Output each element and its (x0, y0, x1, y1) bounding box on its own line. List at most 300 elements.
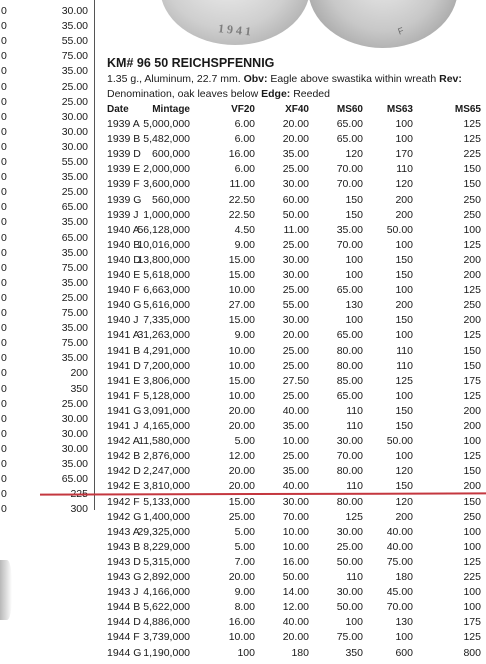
table-row (107, 283, 481, 298)
coin-images (100, 0, 486, 52)
previous-column-fragment (0, 0, 100, 664)
cell-ms60: 70.00 (336, 450, 363, 463)
left-column-price: 35.00 (61, 171, 88, 184)
cell-ms65: 250 (463, 510, 481, 523)
left-column-row (0, 457, 94, 472)
left-column-price: 35.00 (61, 65, 88, 78)
cell-ms65: 100 (463, 601, 481, 614)
left-column-count: 0 (1, 488, 7, 501)
left-column-row (0, 19, 94, 34)
cell-vf20: 100 (237, 646, 255, 659)
table-row (107, 434, 481, 449)
cell-ms60: 110 (346, 571, 363, 583)
cell-vf20: 8.00 (234, 601, 255, 614)
cell-vf20: 15.00 (228, 269, 255, 281)
cell-date: 1944 D (107, 616, 141, 629)
reverse-text: Denomination, oak leaves below (107, 88, 259, 100)
table-row (107, 268, 481, 283)
table-row (107, 525, 481, 540)
cell-xf40: 14.00 (282, 586, 309, 599)
cell-ms63: 200 (395, 193, 413, 206)
cell-xf40: 20.00 (282, 133, 309, 146)
left-column-price: 65.00 (61, 201, 88, 214)
left-column-row (0, 49, 94, 64)
column-header-date: Date (107, 104, 129, 115)
left-column-row (0, 125, 94, 140)
cell-ms63: 70.00 (386, 601, 413, 614)
cell-ms63: 170 (395, 148, 413, 161)
left-column-price: 25.00 (61, 397, 88, 410)
left-column-count: 0 (1, 503, 7, 516)
left-column-count: 0 (1, 473, 7, 486)
left-column-count: 0 (1, 458, 7, 470)
cell-ms65: 200 (463, 420, 481, 432)
cell-date: 1942 B (107, 450, 141, 463)
cell-date: 1939 E (107, 163, 141, 176)
left-column-count: 0 (1, 35, 7, 48)
cell-ms65: 125 (463, 329, 481, 342)
cell-ms65: 200 (463, 269, 481, 281)
cell-ms60: 25.00 (336, 540, 363, 553)
column-header-ms65: MS65 (454, 104, 481, 115)
coin-date-inscription: 1941 (217, 21, 255, 39)
cell-mintage: 29,325,000 (137, 525, 190, 538)
cell-vf20: 9.00 (234, 238, 255, 251)
left-column-row (0, 427, 94, 442)
left-column-row (0, 276, 94, 291)
cell-ms65: 200 (463, 314, 481, 327)
cell-vf20: 10.00 (228, 284, 255, 297)
cell-date: 1941 E (107, 374, 141, 387)
table-row (107, 495, 481, 510)
cell-xf40: 20.00 (282, 329, 309, 342)
left-column-row (0, 64, 94, 79)
cell-vf20: 27.00 (228, 299, 255, 312)
left-column-count: 0 (1, 382, 7, 395)
cell-date: 1941 B (107, 344, 141, 357)
left-column-row (0, 502, 94, 517)
cell-ms60: 75.00 (336, 631, 363, 644)
cell-ms65: 125 (463, 284, 481, 297)
table-row (107, 117, 481, 132)
left-column-count: 0 (1, 110, 7, 123)
cell-mintage: 2,876,000 (143, 450, 190, 463)
left-column-row (0, 412, 94, 427)
left-column-row (0, 110, 94, 125)
table-row (107, 570, 481, 585)
cell-ms60: 350 (345, 646, 363, 659)
table-row (107, 223, 481, 238)
cell-ms60: 70.00 (336, 178, 363, 191)
cell-ms63: 120 (395, 178, 413, 191)
cell-ms60: 80.00 (336, 465, 363, 478)
left-column-count: 0 (1, 65, 7, 78)
cell-ms65: 125 (463, 118, 481, 130)
cell-date: 1941 J (107, 420, 139, 432)
left-column-price: 35.00 (61, 246, 88, 259)
table-header (107, 102, 481, 117)
cell-ms60: 30.00 (336, 435, 363, 448)
left-column-count: 0 (1, 261, 7, 274)
left-column-price: 35.00 (61, 352, 88, 365)
left-column-price: 30.00 (61, 442, 88, 455)
cell-date: 1941 F (107, 389, 140, 402)
left-column-price: 25.00 (61, 80, 88, 93)
cell-xf40: 27.50 (282, 374, 309, 387)
cell-ms65: 200 (463, 253, 481, 266)
cell-ms60: 150 (345, 193, 363, 206)
left-column-count: 0 (1, 352, 7, 365)
left-column-row (0, 140, 94, 155)
table-row (107, 253, 481, 268)
left-column-count: 0 (1, 246, 7, 259)
left-column-count: 0 (1, 95, 7, 108)
cell-ms63: 180 (395, 571, 413, 583)
left-column-count: 0 (1, 80, 7, 93)
cell-date: 1940 F (107, 284, 140, 297)
cell-ms65: 250 (463, 208, 481, 221)
cell-date: 1940 E (107, 269, 141, 281)
left-column-price: 55.00 (61, 35, 88, 48)
cell-xf40: 60.00 (282, 193, 309, 206)
table-row (107, 132, 481, 147)
cell-xf40: 40.00 (282, 480, 309, 493)
table-row (107, 193, 481, 208)
cell-date: 1939 F (107, 178, 140, 191)
cell-ms65: 200 (463, 480, 481, 493)
cell-xf40: 16.00 (282, 555, 309, 568)
column-header-vf20: VF20 (231, 104, 255, 115)
cell-vf20: 22.50 (228, 208, 255, 221)
edge-text: Reeded (293, 88, 330, 100)
left-column-row (0, 215, 94, 230)
cell-xf40: 20.00 (282, 118, 309, 130)
left-column-row (0, 185, 94, 200)
cell-xf40: 30.00 (282, 314, 309, 327)
cell-mintage: 5,315,000 (143, 555, 190, 568)
left-column-count: 0 (1, 171, 7, 184)
cell-xf40: 35.00 (282, 420, 309, 432)
cell-xf40: 180 (291, 646, 309, 659)
cell-ms63: 150 (395, 404, 413, 417)
cell-ms60: 110 (346, 420, 363, 432)
cell-ms60: 50.00 (336, 555, 363, 568)
cell-mintage: 5,622,000 (143, 601, 190, 614)
left-column-count: 0 (1, 322, 7, 335)
cell-xf40: 30.00 (282, 495, 309, 508)
left-column-price: 35.00 (61, 216, 88, 229)
table-row (107, 374, 481, 389)
left-column-count: 0 (1, 201, 7, 214)
cell-xf40: 35.00 (282, 465, 309, 478)
cell-mintage: 5,133,000 (143, 495, 190, 508)
left-column-count: 0 (1, 397, 7, 410)
table-row (107, 646, 481, 661)
left-column-price: 30.00 (61, 110, 88, 123)
cell-ms65: 150 (463, 344, 481, 357)
cell-vf20: 10.00 (228, 389, 255, 402)
cell-vf20: 4.50 (234, 223, 255, 236)
cell-ms63: 100 (395, 389, 413, 402)
cell-mintage: 7,335,000 (143, 314, 190, 327)
left-column-price: 25.00 (61, 186, 88, 199)
cell-ms65: 225 (463, 148, 481, 161)
coin-specs: 1.35 g., Aluminum, 22.7 mm. (107, 73, 241, 85)
cell-xf40: 25.00 (282, 450, 309, 463)
cell-xf40: 40.00 (282, 404, 309, 417)
cell-mintage: 600,000 (152, 148, 190, 161)
cell-mintage: 10,016,000 (137, 238, 190, 251)
cell-vf20: 15.00 (228, 374, 255, 387)
left-column-count: 0 (1, 442, 7, 455)
cell-mintage: 56,128,000 (137, 223, 190, 236)
cell-mintage: 31,263,000 (137, 329, 190, 342)
left-column-count: 0 (1, 140, 7, 153)
table-row (107, 464, 481, 479)
cell-mintage: 5,618,000 (143, 269, 190, 281)
table-row (107, 177, 481, 192)
left-column-row (0, 351, 94, 366)
cell-vf20: 22.50 (228, 193, 255, 206)
left-column-price: 30.00 (61, 5, 88, 17)
cell-vf20: 10.00 (228, 631, 255, 644)
cell-ms60: 30.00 (336, 586, 363, 599)
left-column-row (0, 336, 94, 351)
left-column-row (0, 4, 94, 19)
cell-mintage: 2,247,000 (143, 465, 190, 478)
cell-vf20: 15.00 (228, 314, 255, 327)
cell-xf40: 40.00 (282, 616, 309, 629)
left-column-count: 0 (1, 186, 7, 199)
reverse-label: Rev: (439, 73, 462, 85)
cell-vf20: 9.00 (234, 329, 255, 342)
cell-ms60: 70.00 (336, 163, 363, 176)
table-row (107, 540, 481, 555)
cell-vf20: 20.00 (228, 420, 255, 432)
cell-date: 1944 F (107, 631, 140, 644)
cell-mintage: 2,892,000 (143, 571, 190, 583)
left-column-price: 75.00 (61, 261, 88, 274)
cell-xf40: 12.00 (282, 601, 309, 614)
cell-xf40: 20.00 (282, 631, 309, 644)
cell-mintage: 3,810,000 (143, 480, 190, 493)
left-column-price: 55.00 (61, 156, 88, 168)
cell-mintage: 8,229,000 (143, 540, 190, 553)
cell-ms65: 150 (463, 495, 481, 508)
cell-xf40: 35.00 (282, 148, 309, 161)
left-column-price: 35.00 (61, 322, 88, 335)
cell-mintage: 1,400,000 (143, 510, 190, 523)
coin-reverse-image (308, 0, 458, 48)
left-column-row (0, 321, 94, 336)
cell-date: 1940 A (107, 223, 140, 236)
left-column-count: 0 (1, 216, 7, 229)
cell-date: 1943 G (107, 571, 142, 583)
cell-ms65: 100 (463, 435, 481, 448)
cell-vf20: 20.00 (228, 480, 255, 493)
left-column-count: 0 (1, 20, 7, 33)
cell-mintage: 3,091,000 (143, 404, 190, 417)
cell-ms60: 110 (346, 404, 363, 417)
left-column-price: 35.00 (61, 458, 88, 470)
cell-vf20: 10.00 (228, 359, 255, 372)
cell-ms65: 125 (463, 631, 481, 644)
cell-ms63: 75.00 (386, 555, 413, 568)
cell-date: 1942 E (107, 480, 141, 493)
cell-xf40: 55.00 (282, 299, 309, 312)
cell-mintage: 1,000,000 (143, 208, 190, 221)
cell-date: 1940 G (107, 299, 142, 312)
left-column-price: 30.00 (61, 427, 88, 440)
cell-vf20: 12.00 (228, 450, 255, 463)
cell-ms60: 100 (345, 616, 363, 629)
cell-ms65: 125 (463, 238, 481, 251)
cell-ms63: 40.00 (386, 525, 413, 538)
cell-date: 1942 D (107, 465, 141, 478)
cell-mintage: 3,806,000 (143, 374, 190, 387)
cell-ms65: 125 (463, 389, 481, 402)
cell-ms65: 225 (463, 571, 481, 583)
cell-ms63: 150 (395, 480, 413, 493)
cell-mintage: 560,000 (152, 193, 190, 206)
cell-mintage: 3,600,000 (143, 178, 190, 191)
cell-ms60: 80.00 (336, 495, 363, 508)
table-row (107, 344, 481, 359)
cell-date: 1940 J (107, 314, 139, 327)
table-row (107, 510, 481, 525)
table-row (107, 419, 481, 434)
cell-ms60: 110 (346, 480, 363, 493)
cell-date: 1939 A (107, 118, 140, 130)
cell-ms63: 110 (396, 359, 413, 372)
cell-date: 1942 A (107, 435, 140, 448)
cell-vf20: 10.00 (228, 344, 255, 357)
cell-vf20: 25.00 (228, 510, 255, 523)
cell-vf20: 5.00 (234, 540, 255, 553)
cell-date: 1941 A (107, 329, 140, 342)
cell-mintage: 5,000,000 (143, 118, 190, 130)
cell-date: 1940 B (107, 238, 141, 251)
cell-ms63: 100 (395, 238, 413, 251)
table-row (107, 238, 481, 253)
cell-mintage: 6,663,000 (143, 284, 190, 297)
left-column-row (0, 200, 94, 215)
cell-ms60: 70.00 (336, 238, 363, 251)
left-column-row (0, 80, 94, 95)
cell-mintage: 4,291,000 (143, 344, 190, 357)
cell-ms63: 120 (395, 465, 413, 478)
left-column-row (0, 34, 94, 49)
left-column-row (0, 170, 94, 185)
table-row (107, 389, 481, 404)
cell-ms60: 100 (345, 269, 363, 281)
table-row (107, 630, 481, 645)
cell-xf40: 25.00 (282, 163, 309, 176)
cell-ms63: 100 (395, 329, 413, 342)
cell-ms63: 100 (395, 631, 413, 644)
table-row (107, 208, 481, 223)
left-column-price: 30.00 (61, 125, 88, 138)
left-column-count: 0 (1, 412, 7, 425)
cell-ms65: 150 (463, 163, 481, 176)
cell-ms65: 250 (463, 193, 481, 206)
cell-ms63: 130 (395, 616, 413, 629)
cell-mintage: 5,128,000 (143, 389, 190, 402)
cell-vf20: 7.00 (234, 555, 255, 568)
left-column-row (0, 95, 94, 110)
cell-ms65: 175 (463, 616, 481, 629)
edge-label: Edge: (261, 88, 291, 100)
table-row (107, 449, 481, 464)
cell-ms65: 100 (463, 223, 481, 236)
cell-vf20: 15.00 (228, 253, 255, 266)
cell-vf20: 6.00 (234, 163, 255, 176)
cell-xf40: 50.00 (282, 571, 309, 583)
cell-ms63: 200 (395, 299, 413, 312)
cell-xf40: 50.00 (282, 208, 309, 221)
cell-xf40: 25.00 (282, 359, 309, 372)
column-header-xf40: XF40 (285, 104, 309, 115)
left-column-price: 30.00 (61, 140, 88, 153)
cell-xf40: 25.00 (282, 238, 309, 251)
cell-ms65: 125 (463, 450, 481, 463)
coin-mintmark: F (396, 25, 406, 37)
cell-mintage: 4,886,000 (143, 616, 190, 629)
cell-vf20: 6.00 (234, 133, 255, 146)
cell-ms60: 120 (345, 148, 363, 161)
left-column-row (0, 366, 94, 381)
cell-ms60: 80.00 (336, 344, 363, 357)
cell-ms63: 100 (395, 133, 413, 146)
cell-vf20: 20.00 (228, 571, 255, 583)
cell-ms60: 65.00 (336, 389, 363, 402)
cell-mintage: 5,482,000 (143, 133, 190, 146)
cell-ms60: 35.00 (336, 223, 363, 236)
left-column-price: 35.00 (61, 20, 88, 33)
table-row (107, 147, 481, 162)
cell-ms60: 150 (345, 208, 363, 221)
left-column-price: 350 (70, 382, 88, 395)
cell-date: 1941 G (107, 404, 142, 417)
left-column-row (0, 155, 94, 170)
cell-ms63: 50.00 (386, 223, 413, 236)
left-column-price: 65.00 (61, 473, 88, 486)
cell-vf20: 5.00 (234, 525, 255, 538)
cell-date: 1941 D (107, 359, 141, 372)
cell-ms65: 200 (463, 404, 481, 417)
column-divider (94, 0, 95, 510)
cell-ms63: 150 (395, 253, 413, 266)
cell-xf40: 25.00 (282, 389, 309, 402)
cell-mintage: 4,165,000 (143, 420, 190, 432)
left-column-price: 300 (70, 503, 88, 516)
cell-ms60: 85.00 (336, 374, 363, 387)
cell-ms63: 200 (395, 208, 413, 221)
cell-mintage: 1,190,000 (143, 646, 190, 659)
cell-ms60: 130 (345, 299, 363, 312)
column-header-mintage: Mintage (152, 104, 190, 115)
left-column-row (0, 382, 94, 397)
cell-ms63: 600 (395, 646, 413, 659)
cell-date: 1944 G (107, 646, 142, 659)
cell-date: 1944 B (107, 601, 141, 614)
cell-ms65: 175 (463, 374, 481, 387)
cell-date: 1939 J (107, 208, 139, 221)
cell-date: 1943 A (107, 525, 140, 538)
cell-ms63: 150 (395, 314, 413, 327)
cell-ms63: 50.00 (386, 435, 413, 448)
left-column-count: 0 (1, 307, 7, 319)
